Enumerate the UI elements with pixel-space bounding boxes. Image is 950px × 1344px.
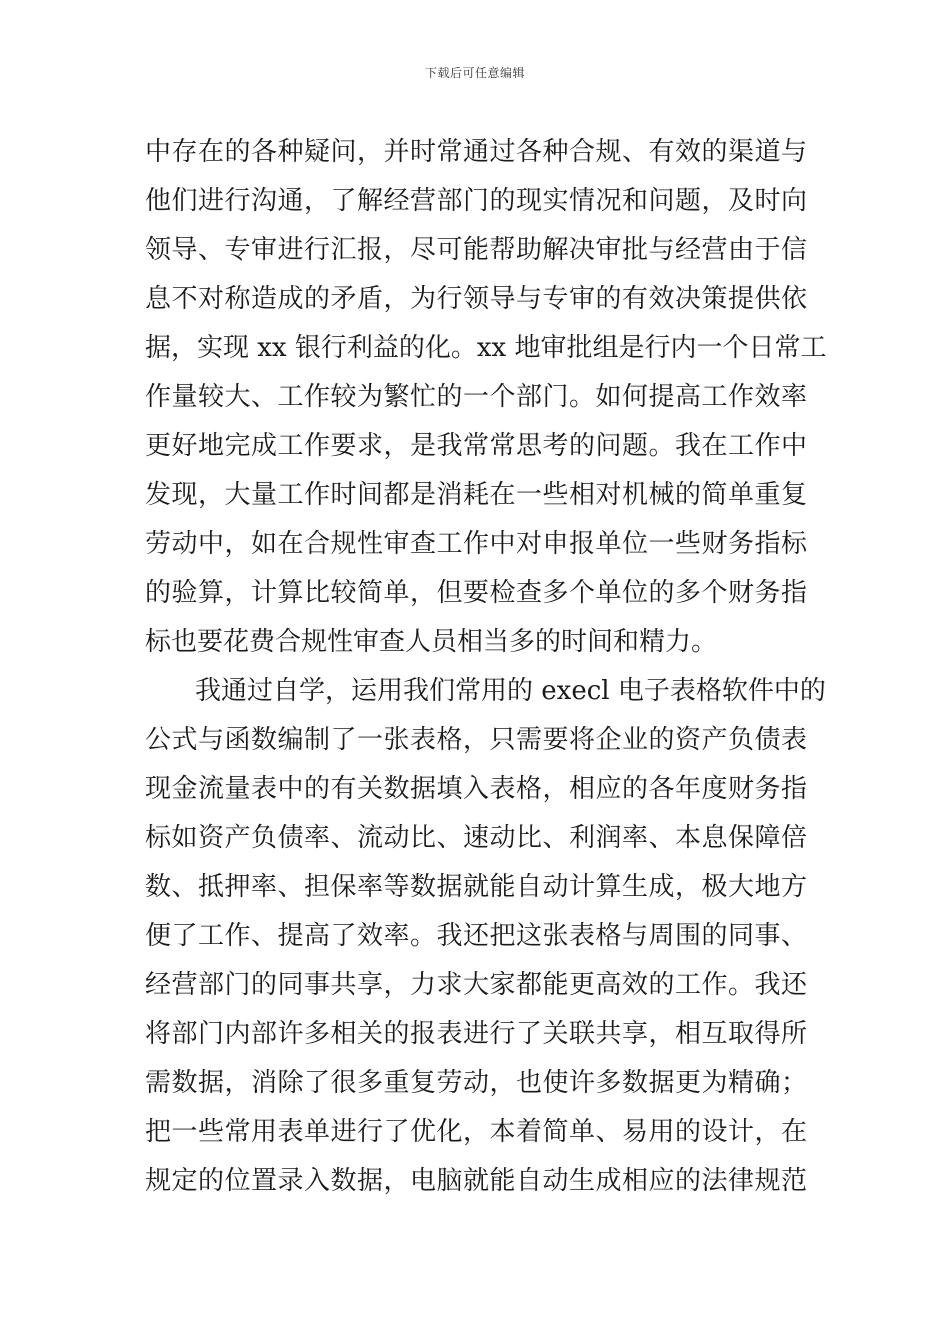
- text-line: 我通过自学，运用我们常用的 execl 电子表格软件中的: [195, 676, 826, 706]
- text-line: 现金流量表中的有关数据填入表格，相应的各年度财务指: [145, 774, 807, 804]
- text-line: 经营部门的同事共享，力求大家都能更高效的工作。我还: [145, 970, 807, 1000]
- text-line: 劳动中，如在合规性审查工作中对申报单位一些财务指标: [145, 529, 807, 559]
- text-line: 据，实现 xx 银行利益的化。xx 地审批组是行内一个日常工: [145, 333, 827, 363]
- text-line: 中存在的各种疑问，并时常通过各种合规、有效的渠道与: [145, 137, 807, 167]
- document-body: [145, 128, 827, 1206]
- text-line: 便了工作、提高了效率。我还把这张表格与周围的同事、: [145, 921, 807, 951]
- text-line: 发现，大量工作时间都是消耗在一些相对机械的简单重复: [145, 480, 807, 510]
- text-line: 标如资产负债率、流动比、速动比、利润率、本息保障倍: [145, 823, 807, 853]
- text-line: 把一些常用表单进行了优化，本着简单、易用的设计，在: [145, 1117, 807, 1147]
- text-line: 标也要花费合规性审查人员相当多的时间和精力。: [145, 627, 718, 657]
- text-line: 更好地完成工作要求，是我常常思考的问题。我在工作中: [145, 431, 807, 461]
- text-line: 的验算，计算比较简单，但要检查多个单位的多个财务指: [145, 578, 807, 608]
- text-line: 规定的位置录入数据，电脑就能自动生成相应的法律规范: [145, 1166, 807, 1196]
- text-line: 将部门内部许多相关的报表进行了关联共享，相互取得所: [145, 1019, 807, 1049]
- page-header: 下载后可任意编辑: [424, 66, 525, 80]
- text-line: 需数据，消除了很多重复劳动，也使许多数据更为精确；: [145, 1068, 807, 1098]
- text-line: 数、抵押率、担保率等数据就能自动计算生成，极大地方: [145, 872, 807, 902]
- text-line: 公式与函数编制了一张表格，只需要将企业的资产负债表: [145, 725, 807, 755]
- text-line: 息不对称造成的矛盾，为行领导与专审的有效决策提供依: [145, 284, 807, 314]
- text-line: 领导、专审进行汇报，尽可能帮助解决审批与经营由于信: [145, 235, 807, 265]
- paragraph-2: [145, 667, 826, 1206]
- text-line: 他们进行沟通，了解经营部门的现实情况和问题，及时向: [145, 186, 807, 216]
- paragraph-1: [145, 128, 827, 667]
- text-line: 作量较大、工作较为繁忙的一个部门。如何提高工作效率: [145, 382, 807, 412]
